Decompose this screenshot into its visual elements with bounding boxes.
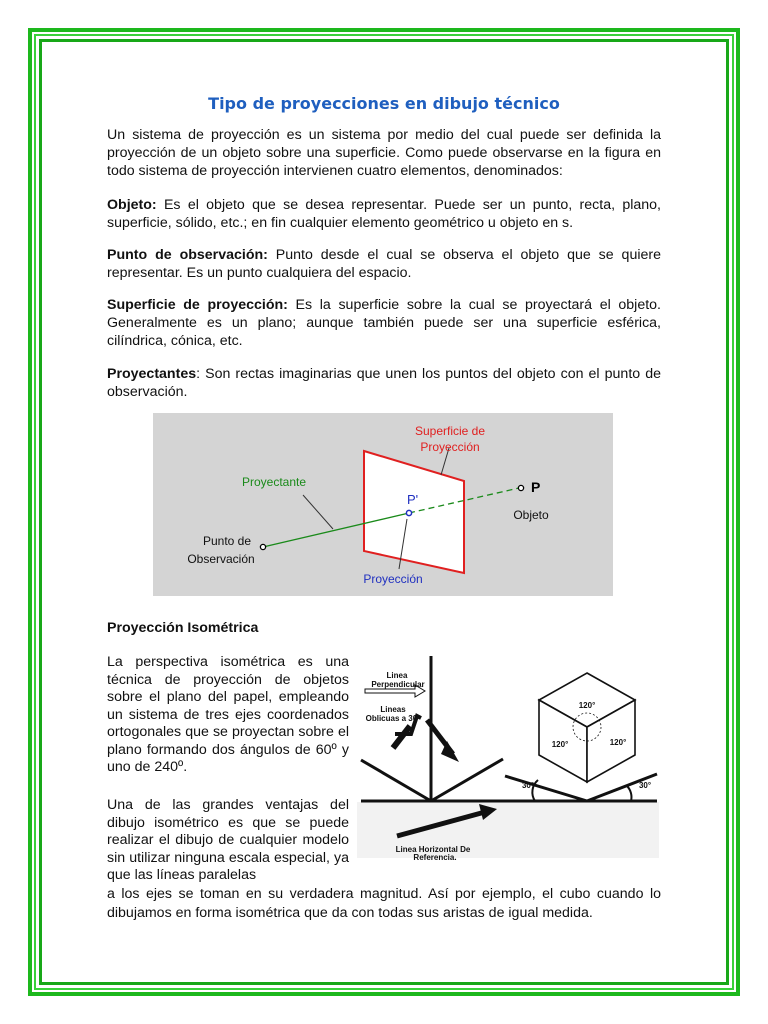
label-oblicuas: Oblicuas a 30°: [365, 714, 421, 723]
element-text: Es la superficie sobre la cual se proyectará el objeto. Generalmente es un plano; aunque también puede ser una superficie esférica, cilíndrica, cónica, etc.: [107, 297, 662, 349]
label-lineas: Lineas: [380, 705, 406, 714]
element-text: Punto desde el cual se observa el objeto que se quiere representar. Es un punto cualquiera del espacio.: [107, 247, 661, 281]
label-angle-top: 120°: [578, 701, 596, 710]
isometric-paragraph-2-continued: a los ejes se toman en su verdadera magnitud. Así por ejemplo, el cubo cuando lo dibujamos en forma isométrica que da con todas sus aristas de igual medida.: [107, 886, 661, 921]
label-linea: Linea: [386, 671, 408, 680]
element-term: Superficie de proyección:: [107, 297, 288, 313]
leader-proyectante: [303, 495, 333, 529]
label-angle-30-left: 30°: [521, 781, 535, 790]
isometric-diagram-svg: [355, 616, 661, 863]
label-superficie-2: Proyección: [420, 440, 480, 454]
isometric-paragraph-2: Una de las grandes ventajas del dibujo isométrico es que se puede realizar el dibujo de cualquier modelo sin utilizar ninguna escala especial, ya que las líneas paralelas: [107, 797, 349, 883]
element-term: Objeto:: [107, 197, 157, 213]
isometric-heading: Proyección Isométrica: [107, 620, 259, 636]
projection-point: [406, 510, 411, 515]
projection-diagram-svg: [153, 413, 613, 596]
label-proyectante: Proyectante: [241, 475, 307, 489]
element-text: : Son rectas imaginarias que unen los puntos del objeto con el punto de observación.: [107, 366, 661, 400]
page-title: Tipo de proyecciones en dibujo técnico: [208, 94, 560, 113]
label-superficie-1: Superficie de: [414, 424, 486, 438]
label-angle-right: 120°: [609, 738, 627, 747]
object-point: [518, 485, 523, 490]
element-superficie: [107, 296, 661, 350]
label-perpendicular: Perpendicular: [371, 680, 425, 689]
element-text: Es el objeto que se desea representar. Puede ser un punto, recta, plano, superficie, sólido, etc.; en fin cualquier elemento geométrico u objeto en s.: [107, 197, 661, 231]
intro-paragraph: Un sistema de proyección es un sistema por medio del cual puede ser definida la proyección de un objeto sobre una superficie. Como puede observarse en la figura en todo sistema de proyección intervienen cuatro elementos, denominados:: [107, 127, 661, 179]
observation-point: [260, 544, 265, 549]
label-punto-1: Punto de: [202, 534, 252, 548]
isometric-diagram: [355, 616, 661, 863]
label-horizontal-2: Referencia.: [413, 853, 457, 862]
label-proyeccion: Proyección: [363, 572, 423, 586]
label-p: P: [531, 479, 541, 495]
element-objeto: [107, 196, 661, 232]
label-horizontal-1: Linea Horizontal De: [395, 845, 471, 854]
isometric-paragraph-1: La perspectiva isométrica es una técnica de proyección de objetos sobre el plano del papel, empleando un sistema de tres ejes coordenados ortogonales que se proyectan sobre el plano formando dos ángulos de 60º y uno de 240º.: [107, 654, 349, 775]
element-term: Proyectantes: [107, 366, 197, 382]
projection-diagram: [153, 413, 613, 596]
label-p-prime: P': [407, 492, 419, 507]
element-proyectantes: [107, 365, 661, 401]
label-angle-left: 120°: [551, 740, 569, 749]
element-punto-observacion: [107, 246, 661, 282]
label-objeto: Objeto: [513, 508, 549, 522]
element-term: Punto de observación:: [107, 247, 268, 263]
label-angle-30-right: 30°: [638, 781, 652, 790]
label-punto-2: Observación: [187, 552, 255, 566]
